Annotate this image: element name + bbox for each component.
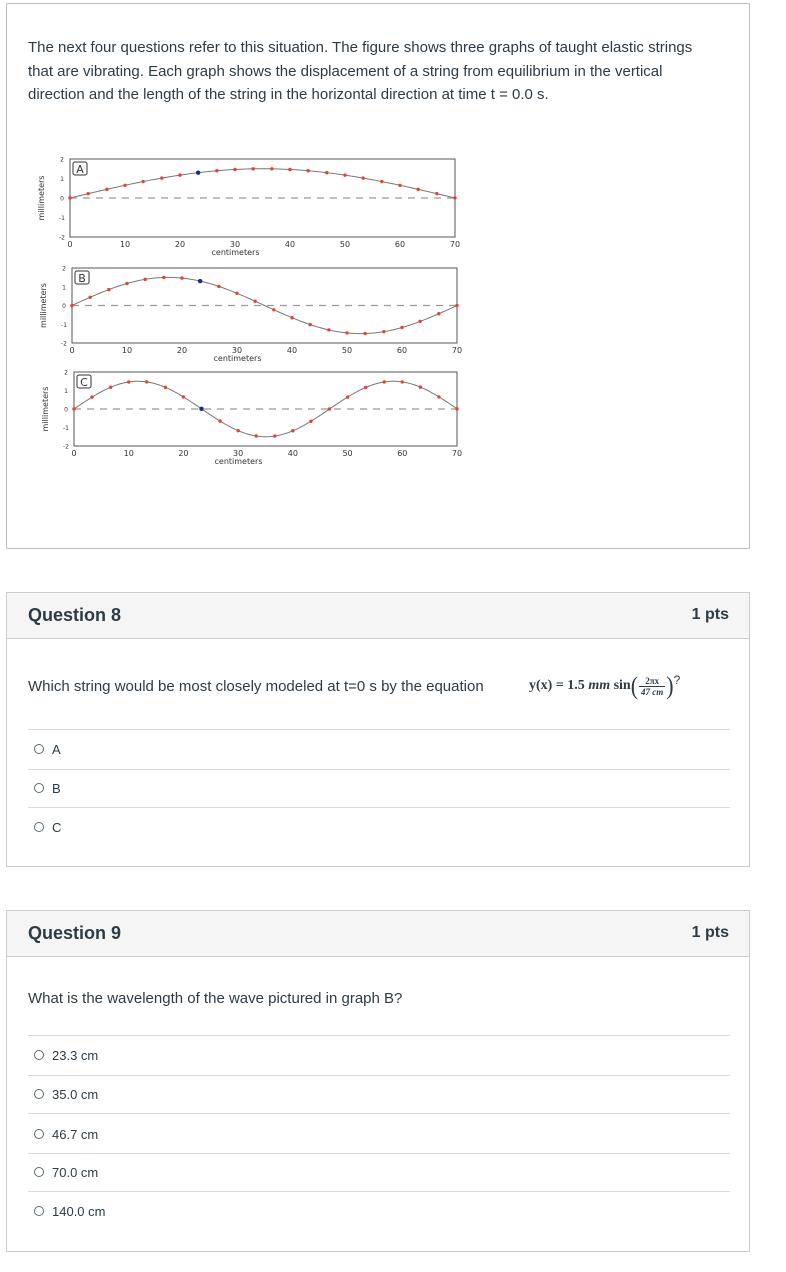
graph-b-point: [290, 316, 293, 319]
graph-b-point: [437, 312, 440, 315]
string-graphs-figure: [31, 144, 471, 474]
graph-c-x-tick: 70: [451, 449, 463, 458]
graph-b-point: [88, 296, 91, 299]
graph-a-point: [435, 192, 438, 195]
graph-a-point: [105, 188, 108, 191]
graph-c-point: [419, 385, 422, 388]
equation-end: ?: [673, 673, 681, 687]
option-label: C: [52, 819, 62, 835]
equation-lhs: y(x) = 1.5: [529, 678, 585, 694]
graph-c-point: [291, 429, 294, 432]
equation-function: sin: [613, 678, 631, 694]
graph-b-point: [327, 328, 330, 331]
radio-button[interactable]: [34, 1129, 44, 1139]
question-points: 1 pts: [691, 606, 729, 623]
question-text: Which string would be most closely modeled at t=0 s by the equation: [28, 678, 484, 695]
radio-button[interactable]: [34, 1167, 44, 1177]
divider: [28, 807, 730, 808]
graph-c-x-tick: 10: [123, 449, 134, 458]
answer-option-c[interactable]: [34, 817, 61, 837]
question-title: Question 9: [28, 923, 122, 943]
graph-b-panel-label: B: [78, 272, 86, 285]
graph-a-x-tick: 40: [284, 240, 296, 249]
option-label: 46.7 cm: [52, 1126, 99, 1142]
radio-button[interactable]: [34, 1089, 44, 1099]
answer-option-140-0[interactable]: [34, 1201, 105, 1221]
graph-b-y-tick: 1: [62, 284, 66, 292]
graph-b-y-tick: 0: [62, 303, 66, 310]
answer-option-46-7[interactable]: [34, 1124, 98, 1144]
graph-c-y-tick: 1: [64, 388, 68, 395]
graph-b-point: [308, 323, 311, 326]
graph-c-point: [109, 386, 112, 389]
graph-a-point: [233, 168, 236, 171]
graph-a-point: [160, 176, 163, 179]
graph-a-x-label: centimeters: [211, 248, 260, 257]
fraction-numerator: 2πx: [639, 676, 665, 687]
graph-c-point: [145, 380, 148, 383]
graph-c-point: [401, 380, 404, 383]
graph-c-y-tick: -2: [63, 443, 69, 451]
graph-b-x-tick: 20: [176, 346, 188, 355]
radio-button[interactable]: [34, 1206, 44, 1216]
graph-c-y-tick: -1: [63, 425, 69, 432]
question-text: What is the wavelength of the wave pictured in graph B?: [28, 990, 403, 1007]
equation: y(x) = 1.5 mm sin( $\frac{2\pi x}{47 cm}$ )?: [529, 671, 681, 700]
graph-a-point: [361, 176, 364, 179]
graph-c-panel-label: C: [80, 376, 88, 389]
graph-a-y-label: millimeters: [37, 175, 46, 221]
fraction-denominator: 47 cm: [641, 686, 664, 697]
divider: [28, 1153, 730, 1154]
graph-c-y-tick: 0: [64, 406, 68, 414]
graph-c-point: [254, 434, 257, 437]
graph-b-point: [382, 330, 385, 333]
option-label: 140.0 cm: [52, 1203, 106, 1219]
graph-c-point: [236, 429, 239, 432]
divider: [28, 1191, 730, 1192]
equation-unit: mm: [588, 678, 611, 694]
graph-a-point: [453, 196, 456, 199]
divider: [28, 1035, 730, 1036]
graph-c-point: [273, 434, 276, 437]
graph-a-x-tick: 70: [449, 240, 461, 249]
answer-option-a[interactable]: [34, 739, 61, 759]
graph-a-y-tick: -2: [59, 234, 65, 242]
graph-b-point: [217, 285, 220, 288]
graph-b-point: [400, 326, 403, 329]
graph-c-point: [455, 407, 458, 410]
graph-a-panel-label: A: [76, 163, 84, 176]
graph-c-point: [218, 419, 221, 422]
question-8: [6, 592, 750, 867]
graph-b-point: [70, 304, 73, 307]
graph-b-point: [363, 332, 366, 335]
graph-c-x-tick: 50: [342, 449, 353, 458]
graph-b-highlight-point: [198, 279, 202, 283]
graph-b-point: [455, 304, 458, 307]
graph-a-point: [68, 196, 71, 199]
graph-b-x-tick: 40: [286, 346, 298, 355]
graph-a-x-tick: 20: [174, 240, 186, 249]
graph-c-x-tick: 30: [233, 449, 244, 458]
graph-b-point: [143, 278, 146, 281]
graph-a-y-tick: 2: [60, 156, 64, 164]
graph-c-x-tick: 0: [71, 449, 77, 458]
question-points: 1 pts: [691, 924, 729, 941]
graph-c-point: [90, 395, 93, 398]
option-label: 35.0 cm: [52, 1086, 99, 1102]
graph-a-point: [86, 192, 89, 195]
graph-c-point: [182, 395, 185, 398]
graph-b-x-tick: 30: [231, 346, 243, 355]
graph-b-y-tick: 2: [62, 265, 66, 273]
graph-c-x-tick: 60: [397, 449, 408, 458]
graph-a-point: [123, 184, 126, 187]
graph-c-y-tick: 2: [64, 369, 68, 377]
graph-a-x-tick: 60: [394, 240, 406, 249]
graph-a-point: [306, 169, 309, 172]
question-header: [7, 593, 749, 639]
graph-a-highlight-point: [196, 170, 200, 174]
graph-c-point: [437, 395, 440, 398]
option-label: 70.0 cm: [52, 1164, 99, 1180]
graph-c-point: [72, 407, 75, 410]
graph-a-point: [288, 168, 291, 171]
graph-c-point: [164, 386, 167, 389]
graph-b-point: [125, 282, 128, 285]
radio-button[interactable]: [34, 744, 44, 754]
question-header: [7, 911, 749, 957]
graph-a-x-tick: 30: [229, 240, 241, 249]
graph-a-x-tick: 0: [67, 240, 73, 249]
graph-b-point: [180, 276, 183, 279]
answer-option-70-0[interactable]: [34, 1162, 98, 1182]
graph-c-point: [309, 420, 312, 423]
graph-b-x-tick: 50: [341, 346, 353, 355]
divider: [28, 1113, 730, 1114]
equation-fraction: [639, 676, 665, 697]
graph-b-y-tick: -1: [61, 321, 67, 329]
option-label: 23.3 cm: [52, 1047, 99, 1063]
graph-b-x-tick: 60: [396, 346, 408, 355]
graph-b-point: [345, 331, 348, 334]
graph-c-y-label: millimeters: [41, 386, 50, 432]
graph-a-point: [325, 171, 328, 174]
graph-b-y-label: millimeters: [39, 283, 48, 328]
graph-c-point: [383, 380, 386, 383]
graph-a-x-tick: 50: [339, 240, 351, 249]
graph-b-point: [235, 292, 238, 295]
graph-c-x-label: centimeters: [214, 457, 263, 466]
radio-button[interactable]: [34, 783, 44, 793]
graph-a-point: [178, 173, 181, 176]
graph-a-y-tick: 1: [60, 176, 64, 183]
intro-panel: [6, 3, 750, 549]
graph-a-point: [416, 188, 419, 191]
graph-a-point: [380, 180, 383, 183]
graph-a-point: [270, 167, 273, 170]
graph-b-x-tick: 70: [451, 346, 463, 355]
graph-b-point: [272, 308, 275, 311]
graph-b-y-tick: -2: [61, 340, 67, 348]
graph-a-point: [398, 184, 401, 187]
option-label: B: [52, 780, 61, 796]
question-title: Question 8: [28, 605, 122, 625]
graph-c-x-tick: 40: [287, 449, 298, 458]
graph-a-y-tick: -1: [59, 215, 65, 222]
option-label: A: [52, 741, 61, 757]
graph-c-point: [364, 386, 367, 389]
graph-c-highlight-point: [199, 407, 203, 411]
divider: [28, 1075, 730, 1076]
answer-option-35-0[interactable]: [34, 1084, 98, 1104]
graph-b-x-tick: 10: [121, 346, 133, 355]
graph-a-point: [343, 173, 346, 176]
radio-button[interactable]: [34, 822, 44, 832]
graph-a-point: [215, 169, 218, 172]
radio-button[interactable]: [34, 1050, 44, 1060]
graph-b-point: [162, 276, 165, 279]
graph-a-curve: [70, 169, 455, 198]
graph-b-x-label: centimeters: [213, 354, 262, 363]
divider: [28, 769, 730, 770]
question-9: [6, 910, 750, 1252]
graph-a-point: [141, 180, 144, 183]
graph-c-x-tick: 20: [178, 449, 189, 458]
graph-c-point: [127, 380, 130, 383]
graph-a-x-tick: 10: [119, 240, 131, 249]
answer-option-b[interactable]: [34, 778, 61, 798]
intro-text: The next four questions refer to this situation. The figure shows three graphs of taught elastic strings that are vibrating. Each graph shows the displacement of a string from equilibrium in the vertical direction and the length of the string in the horizontal direction at time t = 0.0 s.: [28, 39, 693, 103]
graph-b-point: [253, 300, 256, 303]
graph-b-point: [107, 288, 110, 291]
graph-c-point: [346, 395, 349, 398]
graph-c-point: [328, 407, 331, 410]
graph-b-x-tick: 0: [69, 346, 75, 355]
graph-a-point: [251, 167, 254, 170]
divider: [28, 729, 730, 730]
answer-option-23-3[interactable]: [34, 1045, 98, 1065]
graph-b-point: [418, 320, 421, 323]
graph-a-y-tick: 0: [60, 195, 64, 203]
